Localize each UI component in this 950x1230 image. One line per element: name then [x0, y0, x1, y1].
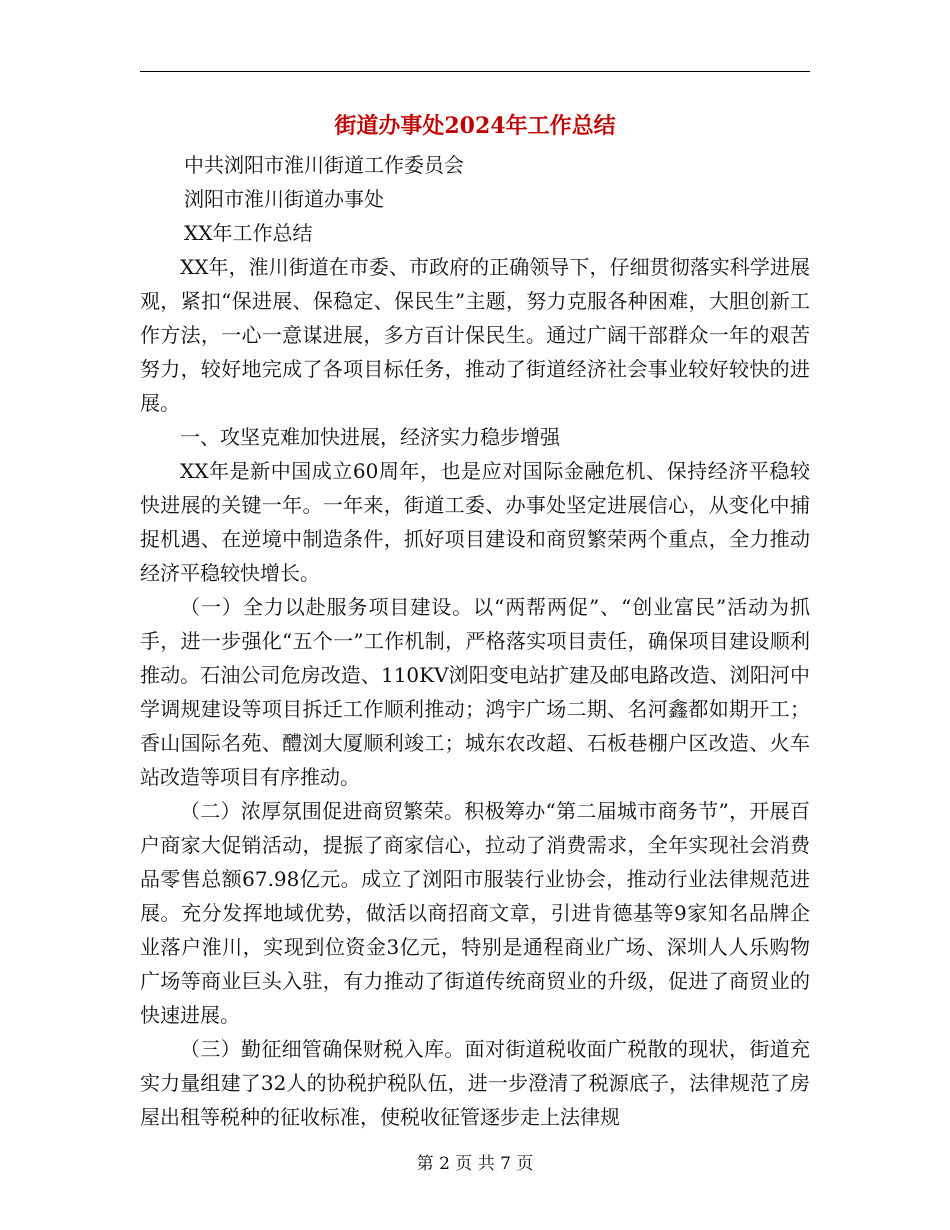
section-heading: 一、攻坚克难加快进展，经济实力稳步增强: [180, 425, 560, 449]
summary-label-line: XX年工作总结: [184, 221, 313, 245]
org-name-line: 中共浏阳市淮川街道工作委员会: [184, 153, 464, 177]
subsection-project-paragraph: （一）全力以赴服务项目建设。以“两帮两促”、“创业富民”活动为抓手，进一步强化“五个一”工作机制，严格落实项目责任，确保项目建设顺利推动。石油公司危房改造、110KV浏阳变电站扩建及邮电路改造、浏阳河中学调规建设等项目拆迁工作顺利推动；鸿宇广场二期、名河鑫都如期开工；香山国际名苑、醴浏大厦顺利竣工；城东农改超、石板巷棚户区改造、火车站改造等项目有序推动。: [140, 595, 810, 789]
office-name-line: 浏阳市淮川街道办事处: [184, 187, 384, 211]
page-number-footer: 第 2 页 共 7 页: [416, 1154, 534, 1174]
subsection-tax-paragraph: （三）勤征细管确保财税入库。面对街道税收面广税散的现状，街道充实力量组建了32人的协税护税队伍，进一步澄清了税源底子，法律规范了房屋出租等税种的征收标准，使税收征管逐步走上法律规: [140, 1037, 810, 1129]
section-intro-paragraph: XX年是新中国成立60周年，也是应对国际金融危机、保持经济平稳较快进展的关键一年。一年来，街道工委、办事处坚定进展信心，从变化中捕捉机遇、在逆境中制造条件，抓好项目建设和商贸繁荣两个重点，全力推动经济平稳较快增长。: [140, 459, 810, 585]
document-title: 街道办事处2024年工作总结: [334, 113, 616, 139]
subsection-commerce-paragraph: （二）浓厚氛围促进商贸繁荣。积极筹办“第二届城市商务节”，开展百户商家大促销活动，提振了商家信心，拉动了消费需求，全年实现社会消费品零售总额67.98亿元。成立了浏阳市服装行业协会，推动行业法律规范进展。充分发挥地域优势，做活以商招商文章，引进肯德基等9家知名品牌企业落户淮川，实现到位资金3亿元，特别是通程商业广场、深圳人人乐购物广场等商业巨头入驻，有力推动了街道传统商贸业的升级，促进了商贸业的快速进展。: [140, 799, 810, 1027]
document-body: [140, 148, 810, 1134]
header-rule: [140, 71, 810, 72]
intro-paragraph: XX年，淮川街道在市委、市政府的正确领导下，仔细贯彻落实科学进展观，紧扣“保进展、保稳定、保民生”主题，努力克服各种困难，大胆创新工作方法，一心一意谋进展，多方百计保民生。通过广阔干部群众一年的艰苦努力，较好地完成了各项目标任务，推动了街道经济社会事业较好较快的进展。: [140, 255, 810, 415]
